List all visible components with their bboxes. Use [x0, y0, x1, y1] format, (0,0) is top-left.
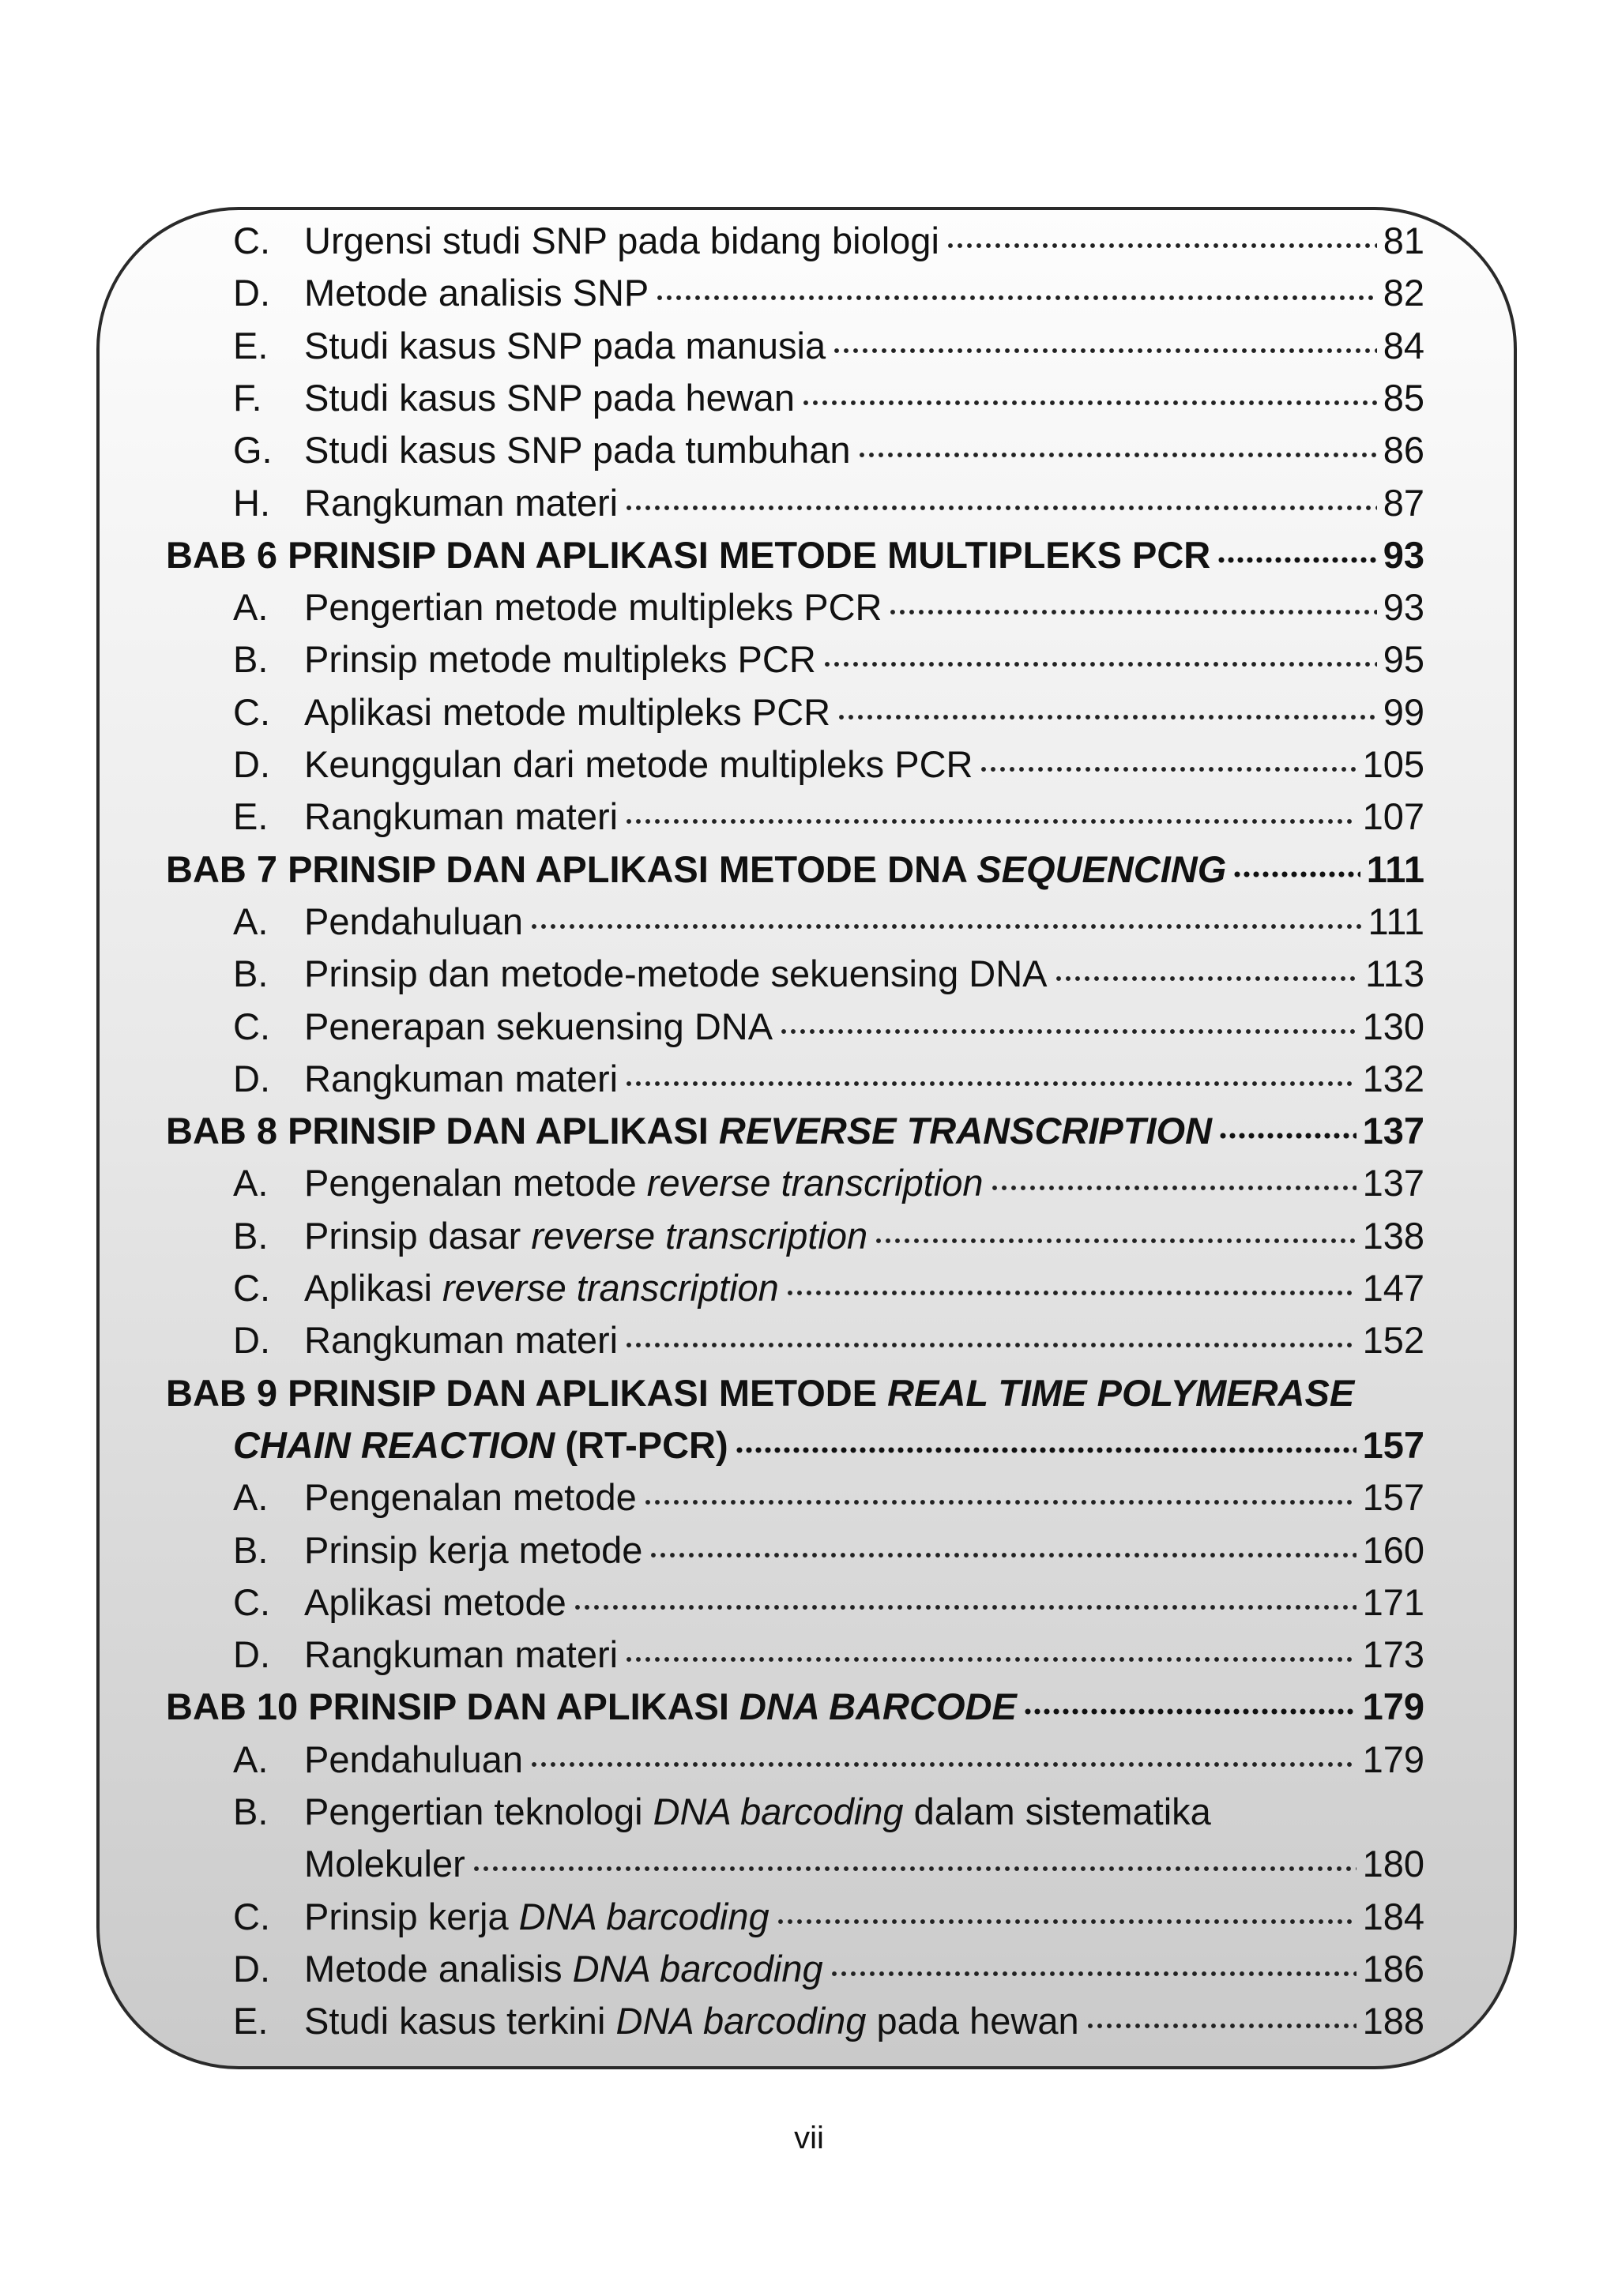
toc-page-number: 105 [1362, 743, 1424, 785]
toc-entry-letter: D. [233, 1947, 270, 1990]
toc-chapter-entry[interactable] [166, 1105, 1424, 1157]
toc-entry-title-text: Studi kasus SNP pada tumbuhan [304, 429, 851, 472]
dot-leader [830, 1967, 1356, 1980]
toc-section-entry[interactable] [233, 372, 1424, 424]
dot-leader [1232, 867, 1360, 880]
toc-entry-title [166, 1367, 1354, 1419]
toc-entry-title [166, 529, 1210, 581]
dot-leader [649, 1548, 1356, 1561]
toc-page-number: 87 [1383, 481, 1424, 524]
toc-page-number: 93 [1383, 533, 1424, 576]
page-number: vii [794, 2121, 824, 2155]
dot-leader [776, 1915, 1356, 1927]
toc-page-number: 137 [1362, 1110, 1424, 1152]
toc-entry-title-text: Molekuler [304, 1843, 465, 1885]
dot-leader [735, 1444, 1356, 1456]
dot-leader [573, 1601, 1356, 1614]
toc-entry-title [166, 1681, 1017, 1733]
toc-entry-title [304, 1629, 618, 1681]
toc-section-entry[interactable] [233, 1629, 1424, 1681]
toc-section-entry[interactable] [233, 1576, 1424, 1629]
toc-section-entry[interactable] [233, 1786, 1424, 1838]
toc-entry-title [304, 1838, 465, 1890]
toc-entry-title-text: Pengenalan metode [304, 1162, 647, 1204]
toc-entry-title-text: Prinsip kerja [304, 1895, 519, 1937]
toc-entry-title-text: Studi kasus SNP pada manusia [304, 324, 826, 366]
dot-leader [990, 1182, 1356, 1194]
dot-leader [624, 501, 1377, 513]
toc-entry-title [304, 1943, 823, 1995]
toc-page-number: 147 [1362, 1267, 1424, 1309]
toc-section-entry[interactable] [233, 948, 1424, 1000]
toc-entry-title [304, 738, 973, 791]
toc-entry-title-italic: DNA barcoding [572, 1947, 823, 1990]
toc-entry-title [304, 1001, 773, 1053]
dot-leader [1218, 1129, 1356, 1142]
toc-page-number: 113 [1365, 953, 1424, 995]
toc-entry-title [166, 844, 1226, 896]
toc-entry-title [304, 1524, 642, 1576]
toc-entry-letter: H. [233, 481, 270, 524]
toc-page-number: 107 [1362, 795, 1424, 838]
toc-entry-title-text: Pengenalan metode [304, 1476, 637, 1519]
dot-leader [837, 710, 1377, 723]
toc-entry-title-italic: DNA BARCODE [739, 1685, 1017, 1728]
toc-entry-title-text: Keunggulan dari metode multipleks PCR [304, 743, 973, 785]
toc-entry-title-italic: DNA barcoding [518, 1895, 769, 1937]
toc-entry-letter: B. [233, 638, 269, 681]
toc-entry-letter: E. [233, 795, 269, 838]
toc-section-entry[interactable] [233, 1001, 1424, 1053]
toc-section-entry[interactable] [233, 896, 1424, 948]
toc-entry-title-text: Penerapan sekuensing DNA [304, 1005, 773, 1047]
dot-leader [643, 1496, 1356, 1509]
toc-section-entry[interactable] [233, 1524, 1424, 1576]
toc-entry-title-text: Pengertian metode multipleks PCR [304, 586, 882, 629]
toc-entry-title-text: Rangkuman materi [304, 1633, 619, 1676]
toc-page-number: 84 [1383, 324, 1424, 366]
toc-section-entry[interactable] [233, 1471, 1424, 1524]
toc-entry-title [304, 372, 795, 424]
toc-page-number: 130 [1362, 1005, 1424, 1047]
toc-entry-title [304, 320, 826, 372]
toc-entry-title [304, 1314, 618, 1366]
toc-entry-letter: A. [233, 1162, 269, 1204]
toc-entry-letter: D. [233, 743, 270, 785]
toc-entry-title-italic: REVERSE TRANSCRIPTION [718, 1110, 1213, 1152]
toc-entry-letter: D. [233, 1057, 270, 1099]
dot-leader [529, 920, 1362, 933]
dot-leader [1086, 2020, 1356, 2032]
toc-entry-title [304, 1210, 867, 1262]
toc-entry-letter: C. [233, 220, 270, 261]
toc-entry-letter: A. [233, 900, 269, 942]
toc-chapter-entry[interactable] [166, 1367, 1424, 1419]
toc-entry-title-text: Studi kasus SNP pada hewan [304, 376, 795, 419]
toc-entry-title-text: Metode analisis SNP [304, 272, 649, 314]
toc-entry-title-text: Prinsip metode multipleks PCR [304, 638, 816, 681]
toc-section-entry[interactable] [304, 1838, 1424, 1890]
toc-entry-letter: C. [233, 1580, 270, 1623]
toc-entry-title [304, 1734, 523, 1786]
toc-section-entry[interactable] [233, 791, 1424, 843]
toc-section-entry[interactable] [233, 1262, 1424, 1314]
toc-entry-title-text: BAB 7 PRINSIP DAN APLIKASI METODE DNA [166, 847, 977, 890]
toc-entry-title [304, 424, 851, 476]
toc-section-entry[interactable] [233, 1891, 1424, 1943]
toc-entry-title-text: Aplikasi metode multipleks PCR [304, 690, 831, 733]
dot-leader [1217, 554, 1376, 566]
dot-leader [785, 1287, 1356, 1299]
toc-entry-letter: A. [233, 1476, 269, 1519]
toc-page-number: 171 [1362, 1580, 1424, 1623]
toc-entry-letter: B. [233, 953, 269, 995]
toc-section-entry[interactable] [233, 581, 1424, 633]
toc-entry-title [304, 1891, 769, 1943]
toc-section-entry[interactable] [233, 738, 1424, 791]
toc-page-number: 111 [1366, 847, 1424, 890]
toc-entry-title-text: Metode analisis [304, 1947, 573, 1990]
toc-section-entry[interactable] [233, 1157, 1424, 1209]
toc-page-number: 157 [1362, 1476, 1424, 1519]
toc-entry-title [304, 1786, 1211, 1838]
toc-entry-title-text: Aplikasi metode [304, 1580, 566, 1623]
toc-entry-letter: C. [233, 1005, 270, 1047]
toc-page-number: 179 [1362, 1738, 1424, 1780]
toc-entry-title-text: Rangkuman materi [304, 481, 619, 524]
toc-chapter-entry[interactable] [166, 529, 1424, 581]
toc-entry-letter: G. [233, 429, 273, 472]
toc-entry-letter: F. [233, 376, 262, 419]
toc-entry-title [304, 215, 939, 267]
toc-entry-title-text: Aplikasi [304, 1267, 443, 1309]
toc-entry-letter: B. [233, 1791, 269, 1832]
toc-entry-title [304, 1157, 984, 1209]
toc-entry-title-italic: REAL TIME POLYMERASE [887, 1371, 1355, 1414]
toc-page-number: 157 [1362, 1423, 1424, 1466]
toc-entry-title-text: Rangkuman materi [304, 1057, 619, 1099]
toc-entry-title-text: Pendahuluan [304, 900, 524, 942]
toc-entry-title-text: pada hewan [866, 2000, 1079, 2042]
toc-entry-title [304, 1995, 1079, 2047]
toc-section-entry[interactable] [233, 1995, 1424, 2047]
toc-page-number: 85 [1383, 376, 1424, 419]
dot-leader [946, 239, 1377, 252]
dot-leader [822, 658, 1377, 671]
toc-entry-title-text: Urgensi studi SNP pada bidang biologi [304, 220, 939, 261]
dot-leader [529, 1757, 1356, 1770]
dot-leader [857, 449, 1377, 461]
toc-entry-letter: E. [233, 324, 269, 366]
toc-entry-title [304, 1053, 618, 1105]
toc-entry-title-text: BAB 6 PRINSIP DAN APLIKASI METODE MULTIPLEKS PCR [166, 533, 1211, 576]
toc-section-entry[interactable] [233, 1734, 1424, 1786]
toc-page-number: 179 [1362, 1685, 1424, 1728]
toc-entry-title-italic: CHAIN REACTION [233, 1423, 555, 1466]
toc-page-number: 99 [1383, 690, 1424, 733]
toc-entry-title-text: Pendahuluan [304, 1738, 524, 1780]
toc-entry-letter: C. [233, 1895, 270, 1937]
toc-page-number: 82 [1383, 272, 1424, 314]
toc-entry-letter: B. [233, 1528, 269, 1571]
toc-entry-title [304, 267, 649, 319]
toc-entry-title [304, 686, 830, 738]
toc-section-entry[interactable] [233, 215, 1424, 267]
toc-page-number: 111 [1368, 900, 1424, 942]
dot-leader [832, 344, 1377, 356]
toc-entry-title-text: Rangkuman materi [304, 1319, 619, 1362]
toc-section-entry[interactable] [233, 1314, 1424, 1366]
toc-entry-title [304, 896, 523, 948]
toc-page-number: 180 [1362, 1843, 1424, 1885]
toc-entry-title-italic: DNA barcoding [653, 1791, 904, 1832]
toc-entry-title-text: Prinsip kerja metode [304, 1528, 643, 1571]
dot-leader [624, 1077, 1356, 1090]
toc-page-number: 93 [1383, 586, 1424, 629]
dot-leader [874, 1234, 1356, 1246]
toc-section-entry[interactable] [233, 633, 1424, 686]
dot-leader [624, 1339, 1356, 1351]
toc-entry-title [304, 1262, 779, 1314]
toc-page-number: 188 [1362, 2000, 1424, 2042]
toc-entry-letter: A. [233, 586, 269, 629]
dot-leader [1054, 972, 1360, 985]
toc-entry-title [304, 791, 618, 843]
toc-page-number: 137 [1362, 1162, 1424, 1204]
toc-page-number: 138 [1362, 1214, 1424, 1257]
dot-leader [1023, 1705, 1356, 1718]
toc-entry-title [304, 581, 882, 633]
toc-chapter-entry[interactable] [233, 1419, 1424, 1471]
dot-leader [624, 815, 1356, 828]
toc-entry-letter: B. [233, 1214, 269, 1257]
toc-section-entry[interactable] [233, 477, 1424, 529]
toc-entry-title-italic: DNA barcoding [615, 2000, 867, 2042]
dot-leader [979, 763, 1356, 776]
toc-entry-title [304, 948, 1048, 1000]
toc-entry-title-text: Rangkuman materi [304, 795, 619, 838]
toc-section-entry[interactable] [233, 1053, 1424, 1105]
toc-entry-title-text: Prinsip dan metode-metode sekuensing DNA [304, 953, 1048, 995]
toc-entry-title-text: dalam sistematika [903, 1791, 1211, 1832]
toc-section-entry[interactable] [233, 320, 1424, 372]
toc-entry-title [233, 1419, 728, 1471]
toc-entry-title [304, 1471, 637, 1524]
toc-entry-letter: C. [233, 1267, 270, 1309]
toc-entry-title-text: (RT-PCR) [555, 1423, 728, 1466]
toc-section-entry[interactable] [233, 1943, 1424, 1995]
toc-entry-title-italic: reverse transcription [531, 1214, 868, 1257]
dot-leader [472, 1862, 1356, 1875]
toc-page-number: 152 [1362, 1319, 1424, 1362]
toc-page-number: 86 [1383, 429, 1424, 472]
toc-page-number: 184 [1362, 1895, 1424, 1937]
toc-entry-title-italic: SEQUENCING [976, 847, 1227, 890]
dot-leader [624, 1653, 1356, 1666]
toc-page-number: 132 [1362, 1057, 1424, 1099]
toc-page-number: 160 [1362, 1528, 1424, 1571]
toc-entry-title [166, 1105, 1212, 1157]
toc-entry-letter: A. [233, 1738, 269, 1780]
toc-entry-title-italic: reverse transcription [646, 1162, 984, 1204]
toc-chapter-entry[interactable] [166, 1681, 1424, 1733]
toc-entry-letter: E. [233, 2000, 269, 2042]
toc-entry-letter: D. [233, 1319, 270, 1362]
toc-entry-title-text: Pengertian teknologi [304, 1791, 653, 1832]
toc-entry-title-text: Prinsip dasar [304, 1214, 532, 1257]
dot-leader [888, 606, 1376, 618]
toc-entry-title [304, 1576, 566, 1629]
toc-entry-title-text: BAB 8 PRINSIP DAN APLIKASI [166, 1110, 719, 1152]
toc-entry-title [304, 633, 816, 686]
toc-section-entry[interactable] [233, 1210, 1424, 1262]
toc-entry-title-text: Studi kasus terkini [304, 2000, 616, 2042]
toc-entry-title-text: BAB 9 PRINSIP DAN APLIKASI METODE [166, 1371, 888, 1414]
toc-page-number: 173 [1362, 1633, 1424, 1676]
toc-section-entry[interactable] [233, 267, 1424, 319]
toc-section-entry[interactable] [233, 424, 1424, 476]
dot-leader [655, 291, 1376, 304]
toc-entry-letter: D. [233, 1633, 270, 1676]
toc-entry-title-text: BAB 10 PRINSIP DAN APLIKASI [166, 1685, 740, 1728]
dot-leader [801, 396, 1377, 409]
toc-page-number: 186 [1362, 1947, 1424, 1990]
toc-entry-letter: D. [233, 272, 270, 314]
toc-page-number: 95 [1383, 638, 1424, 681]
dot-leader [779, 1024, 1356, 1037]
toc-chapter-entry[interactable] [166, 844, 1424, 896]
toc-entry-title-italic: reverse transcription [442, 1267, 779, 1309]
toc-page-number: 81 [1383, 220, 1424, 261]
toc-entry-title [304, 477, 618, 529]
toc-entry-letter: C. [233, 690, 270, 733]
toc-section-entry[interactable] [233, 686, 1424, 738]
